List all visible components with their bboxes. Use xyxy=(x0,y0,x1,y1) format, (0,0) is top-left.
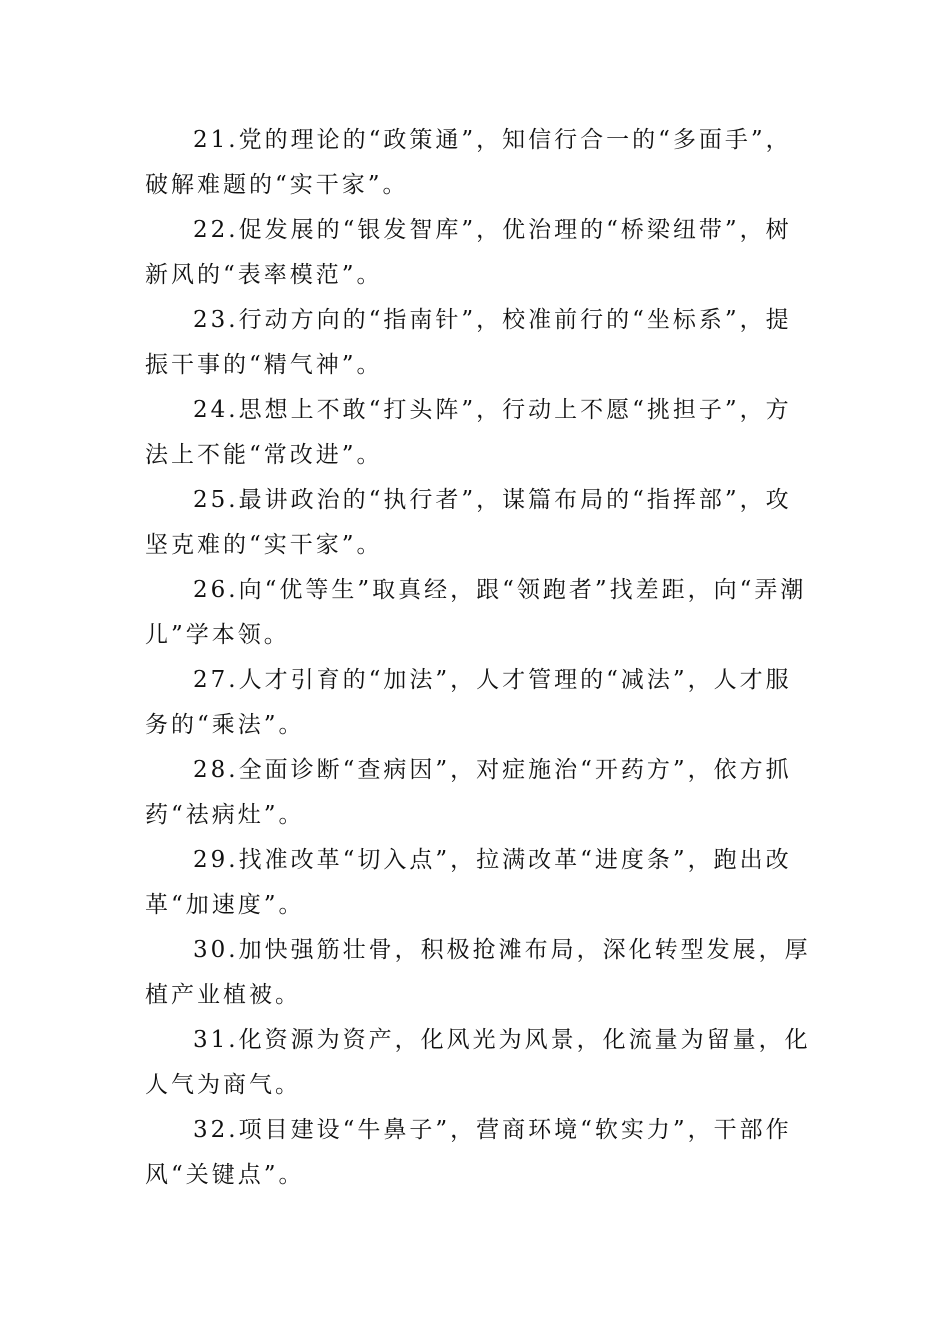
paragraph-31: 31.化资源为资产，化风光为风景，化流量为留量，化人气为商气。 xyxy=(145,1027,811,1098)
paragraph-28: 28.全面诊断“查病因”，对症施治“开药方”，依方抓药“祛病灶”。 xyxy=(145,757,792,828)
paragraph-27: 27.人才引育的“加法”，人才管理的“减法”，人才服务的“乘法”。 xyxy=(145,667,792,738)
paragraph-23: 23.行动方向的“指南针”，校准前行的“坐标系”，提振干事的“精气神”。 xyxy=(145,307,792,378)
paragraph-24: 24.思想上不敢“打头阵”，行动上不愿“挑担子”，方法上不能“常改进”。 xyxy=(145,397,792,468)
paragraph-22: 22.促发展的“银发智库”，优治理的“桥梁纽带”，树新风的“表率模范”。 xyxy=(145,217,792,288)
paragraph-29: 29.找准改革“切入点”，拉满改革“进度条”，跑出改革“加速度”。 xyxy=(145,847,792,918)
document-body xyxy=(145,118,817,1198)
paragraph-32: 32.项目建设“牛鼻子”，营商环境“软实力”，干部作风“关键点”。 xyxy=(145,1117,792,1188)
paragraph-26: 26.向“优等生”取真经，跟“领跑者”找差距，向“弄潮儿”学本领。 xyxy=(145,577,807,648)
paragraph-21: 21.党的理论的“政策通”，知信行合一的“多面手”，破解难题的“实干家”。 xyxy=(145,127,792,198)
paragraph-25: 25.最讲政治的“执行者”，谋篇布局的“指挥部”，攻坚克难的“实干家”。 xyxy=(145,487,792,558)
paragraph-30: 30.加快强筋壮骨，积极抢滩布局，深化转型发展，厚植产业植被。 xyxy=(145,937,811,1008)
